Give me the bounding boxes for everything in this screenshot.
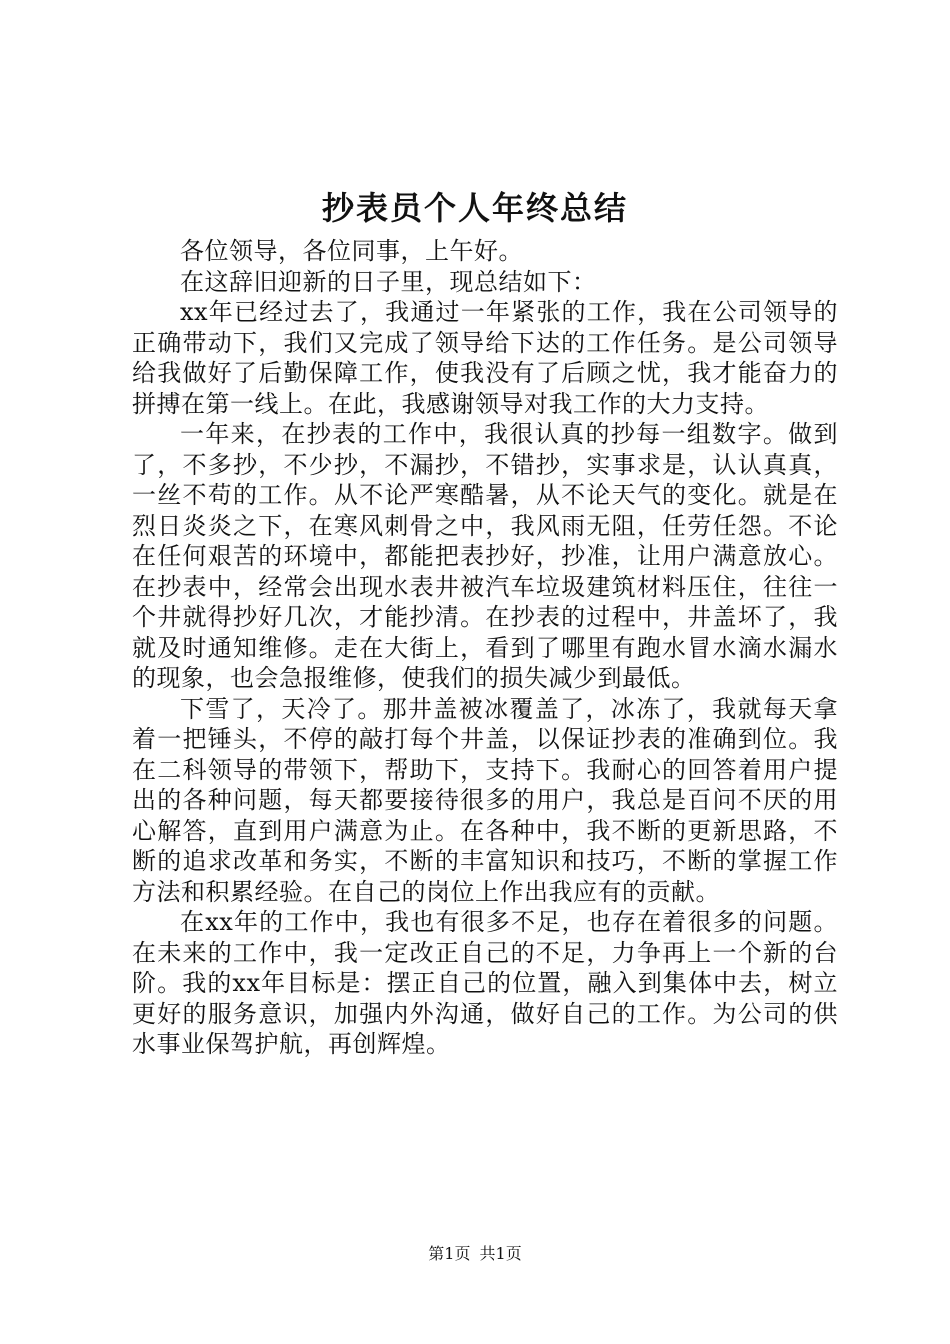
page-number: 第1页 [428, 1244, 471, 1263]
paragraph-intro: 在这辞旧迎新的日子里，现总结如下： [180, 267, 597, 296]
paragraph-meter-reading: 一年来，在抄表的工作中，我很认真的抄每一组数字。做到了，不多抄，不少抄，不漏抄，不错抄，实事求是，认认真真，一丝不苟的工作。从不论严寒酷暑，从不论天气的变化。就是在烈日炎炎之下，在寒风刺骨之中，我风雨无阻，任劳任怨。不论在任何艰苦的环境中，都能把表抄好，抄准，让用户满意放心。在抄表中，经常会出现水表井被汽车垃圾建筑材料压住，往往一个井就得抄好几次，才能抄清。在抄表的过程中，井盖坏了，我就及时通知维修。走在大街上，看到了哪里有跑水冒水滴水漏水的现象，也会急报维修，使我们的损失减少到最低。 [132, 420, 838, 692]
document-body [132, 236, 838, 1060]
page-total: 共1页 [479, 1244, 522, 1263]
paragraph-greeting: 各位领导，各位同事，上午好。 [180, 237, 523, 265]
document-title: 抄表员个人年终总结 [321, 189, 628, 227]
paragraph-goals: 在xx年的工作中，我也有很多不足，也存在着很多的问题。在未来的工作中，我一定改正自己的不足，力争再上一个新的台阶。我的xx年目标是：摆正自己的位置，融入到集体中去，树立更好的服务意识，加强内外沟通，做好自己的工作。为公司的供水事业保驾护航，再创辉煌。 [132, 908, 838, 1058]
paragraph-review: xx年已经过去了，我通过一年紧张的工作，我在公司领导的正确带动下，我们又完成了领导给下达的工作任务。是公司领导给我做好了后勤保障工作，使我没有了后顾之忧，我才能奋力的拼搏在第一线上。在此，我感谢领导对我工作的大力支持。 [132, 298, 838, 418]
paragraph-winter-service: 下雪了，天冷了。那井盖被冰覆盖了，冰冻了，我就每天拿着一把锤头，不停的敲打每个井盖，以保证抄表的准确到位。我在二科领导的带领下，帮助下，支持下。我耐心的回答着用户提出的各种问题，每天都要接待很多的用户，我总是百问不厌的用心解答，直到用户满意为止。在各种中，我不断的更新思路，不断的追求改革和务实，不断的丰富知识和技巧，不断的掌握工作方法和积累经验。在自己的岗位上作出我应有的贡献。 [132, 694, 838, 906]
page-footer [0, 1243, 950, 1265]
